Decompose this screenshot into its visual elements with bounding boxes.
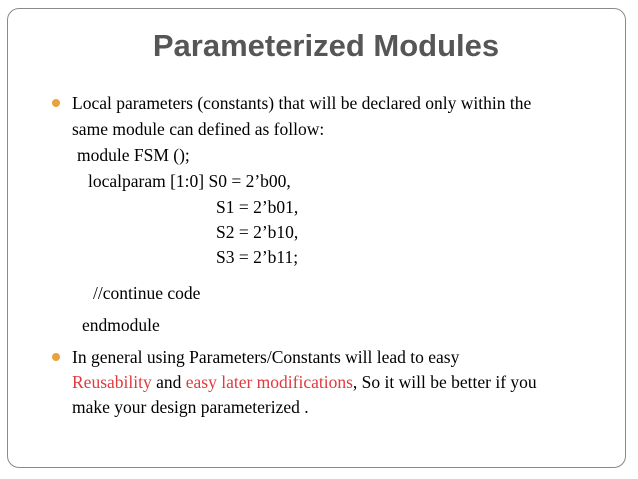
code-comment-line: //continue code [93, 283, 201, 303]
code-module-line: module FSM (); [77, 145, 190, 165]
slide-title: Parameterized Modules [152, 28, 500, 63]
reusability-highlight: Reusability [72, 372, 152, 392]
bullet-1-line-1: Local parameters (constants) that will be declared only within the [72, 93, 532, 113]
bullet-2-line-3: make your design parameterized . [72, 397, 309, 417]
better-text: , So it will be better if you [352, 372, 537, 392]
bullet-dot-icon [52, 353, 60, 361]
easy-modifications-highlight: easy later modifications [185, 372, 353, 392]
and-text: and [151, 372, 186, 392]
code-s2-line: S2 = 2’b10, [216, 222, 299, 242]
code-end-line: endmodule [82, 315, 160, 335]
bullet-1-line-2: same module can defined as follow: [72, 119, 325, 139]
code-s3-line: S3 = 2’b11; [216, 247, 299, 267]
code-s1-line: S1 = 2’b01, [216, 197, 299, 217]
bullet-2-line-2 [72, 371, 537, 393]
code-localparam-line: localparam [1:0] S0 = 2’b00, [88, 171, 291, 191]
bullet-2-line-1: In general using Parameters/Constants will lead to easy [72, 347, 460, 367]
bullet-dot-icon [52, 99, 60, 107]
